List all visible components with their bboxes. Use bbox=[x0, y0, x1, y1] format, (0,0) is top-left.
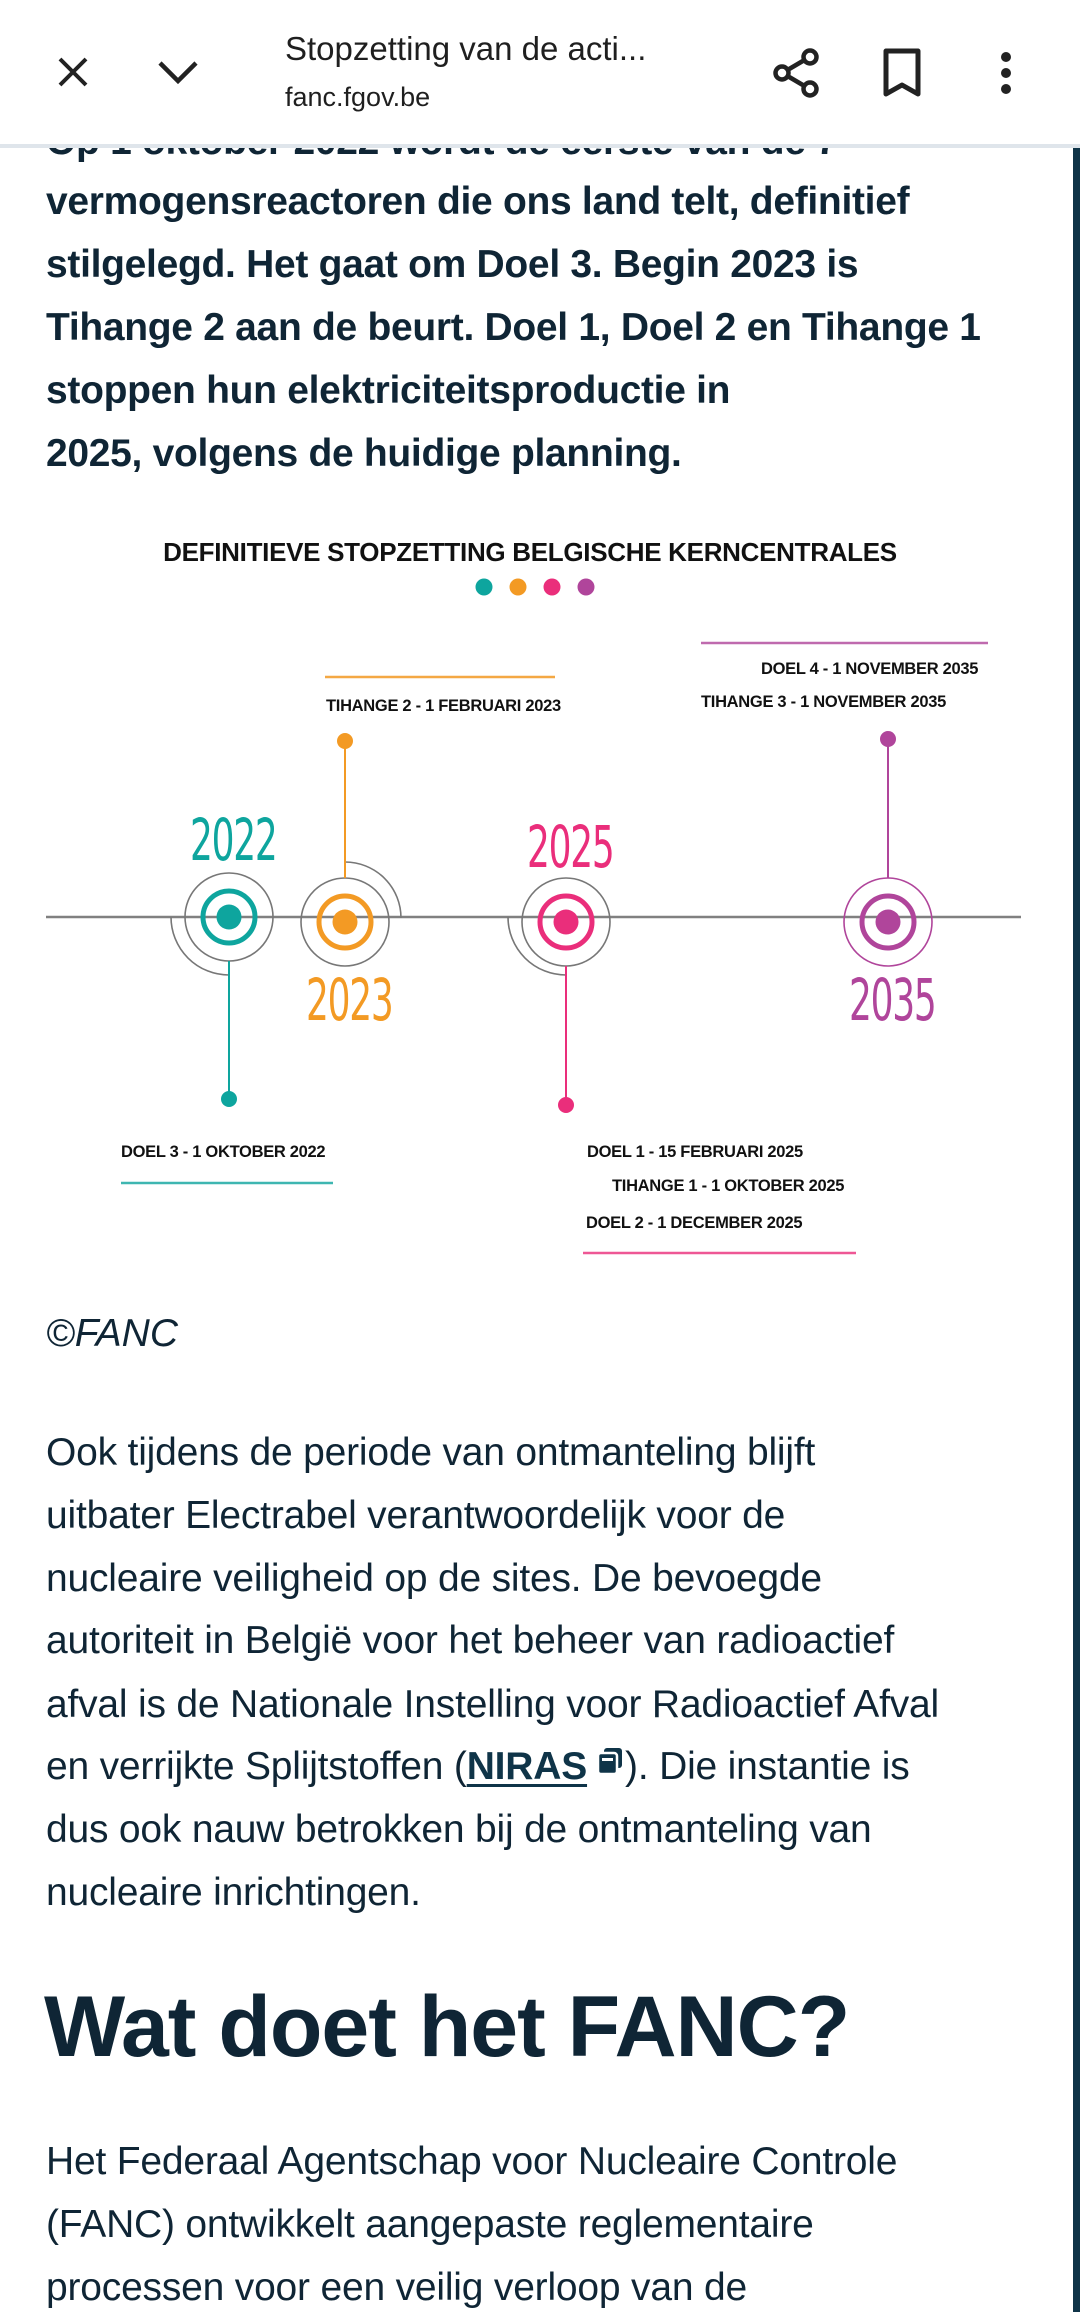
text-before-link: en verrijkte Splijtstoffen ( bbox=[46, 1745, 467, 1788]
external-link-icon[interactable] bbox=[595, 1746, 625, 1776]
image-credit: ©FANC bbox=[46, 1312, 179, 1355]
close-button[interactable] bbox=[41, 40, 105, 104]
year-label-2025: 2025 bbox=[526, 813, 614, 881]
event-label: TIHANGE 2 - 1 FEBRUARI 2023 bbox=[326, 697, 561, 715]
section-heading: Wat doet het FANC? bbox=[44, 1979, 850, 2075]
center-dot bbox=[217, 905, 242, 930]
connector-dot bbox=[558, 1097, 574, 1113]
paragraph-line: nucleaire inrichtingen. bbox=[46, 1871, 421, 1914]
milestone-2023 bbox=[301, 677, 555, 966]
page-url[interactable]: fanc.fgov.be bbox=[285, 82, 431, 112]
more-vert-icon bbox=[996, 48, 1016, 98]
paragraph-line: Het Federaal Agentschap voor Nucleaire Controle bbox=[46, 2140, 898, 2183]
paragraph-line: Ook tijdens de periode van ontmanteling blijft bbox=[46, 1431, 816, 1474]
paragraph-line: (FANC) ontwikkelt aangepaste reglementaire bbox=[46, 2203, 814, 2246]
center-dot bbox=[876, 910, 901, 935]
event-label: DOEL 4 - 1 NOVEMBER 2035 bbox=[761, 660, 979, 678]
connector-dot bbox=[221, 1091, 237, 1107]
paragraph-line: afval is de Nationale Instelling voor Radioactief Afval bbox=[46, 1683, 940, 1726]
intro-line: stilgelegd. Het gaat om Doel 3. Begin 2023 is bbox=[46, 243, 859, 286]
legend-dot-teal bbox=[476, 579, 493, 596]
intro-line: Tihange 2 aan de beurt. Doel 1, Doel 2 en Tihange 1 bbox=[46, 306, 981, 349]
more-options-button[interactable] bbox=[974, 41, 1038, 105]
share-button[interactable] bbox=[764, 41, 828, 105]
infographic-title: DEFINITIEVE STOPZETTING BELGISCHE KERNCENTRALES bbox=[163, 537, 897, 567]
connector-dot bbox=[880, 731, 896, 747]
share-icon bbox=[768, 45, 824, 101]
event-label: DOEL 1 - 15 FEBRUARI 2025 bbox=[587, 1143, 803, 1161]
paragraph-line: autoriteit in België voor het beheer van radioactief bbox=[46, 1619, 895, 1662]
custom-tab-toolbar bbox=[0, 0, 1080, 148]
niras-link[interactable]: NIRAS bbox=[466, 1745, 588, 1788]
bookmark-button[interactable] bbox=[870, 41, 934, 105]
event-label: TIHANGE 3 - 1 NOVEMBER 2035 bbox=[701, 693, 946, 711]
chevron-down-icon bbox=[154, 52, 202, 92]
connector-dot bbox=[337, 733, 353, 749]
event-label: TIHANGE 1 - 1 OKTOBER 2025 bbox=[612, 1177, 845, 1195]
center-dot bbox=[333, 910, 358, 935]
paragraph-line: processen voor een veilig verloop van de bbox=[46, 2266, 747, 2309]
year-label-2035: 2035 bbox=[848, 966, 936, 1034]
legend-dot-purple bbox=[578, 579, 595, 596]
close-icon bbox=[53, 52, 93, 92]
year-label-2023: 2023 bbox=[305, 966, 393, 1034]
paragraph-line: nucleaire veiligheid op de sites. De bevoegde bbox=[46, 1557, 822, 1600]
event-label: DOEL 3 - 1 OKTOBER 2022 bbox=[121, 1143, 326, 1161]
page-title: Stopzetting van de acti... bbox=[285, 30, 647, 67]
event-label: DOEL 2 - 1 DECEMBER 2025 bbox=[586, 1214, 803, 1232]
center-dot bbox=[554, 910, 579, 935]
intro-line: vermogensreactoren die ons land telt, definitief bbox=[46, 180, 910, 223]
intro-line: stoppen hun elektriciteitsproductie in bbox=[46, 369, 731, 412]
milestone-2025 bbox=[508, 878, 856, 1253]
paragraph-line: uitbater Electrabel verantwoordelijk voor de bbox=[46, 1494, 786, 1537]
paragraph-line: dus ook nauw betrokken bij de ontmanteling van bbox=[46, 1808, 872, 1851]
minimize-button[interactable] bbox=[146, 40, 210, 104]
bookmark-icon bbox=[882, 47, 922, 99]
text-after-link: ). Die instantie is bbox=[625, 1745, 910, 1788]
paragraph-line-with-link bbox=[46, 1743, 910, 1791]
arc-decoration bbox=[345, 862, 401, 918]
legend-dot-orange bbox=[510, 579, 527, 596]
intro-line: 2025, volgens de huidige planning. bbox=[46, 432, 682, 475]
year-label-2022: 2022 bbox=[189, 806, 277, 874]
legend-dot-pink bbox=[544, 579, 561, 596]
